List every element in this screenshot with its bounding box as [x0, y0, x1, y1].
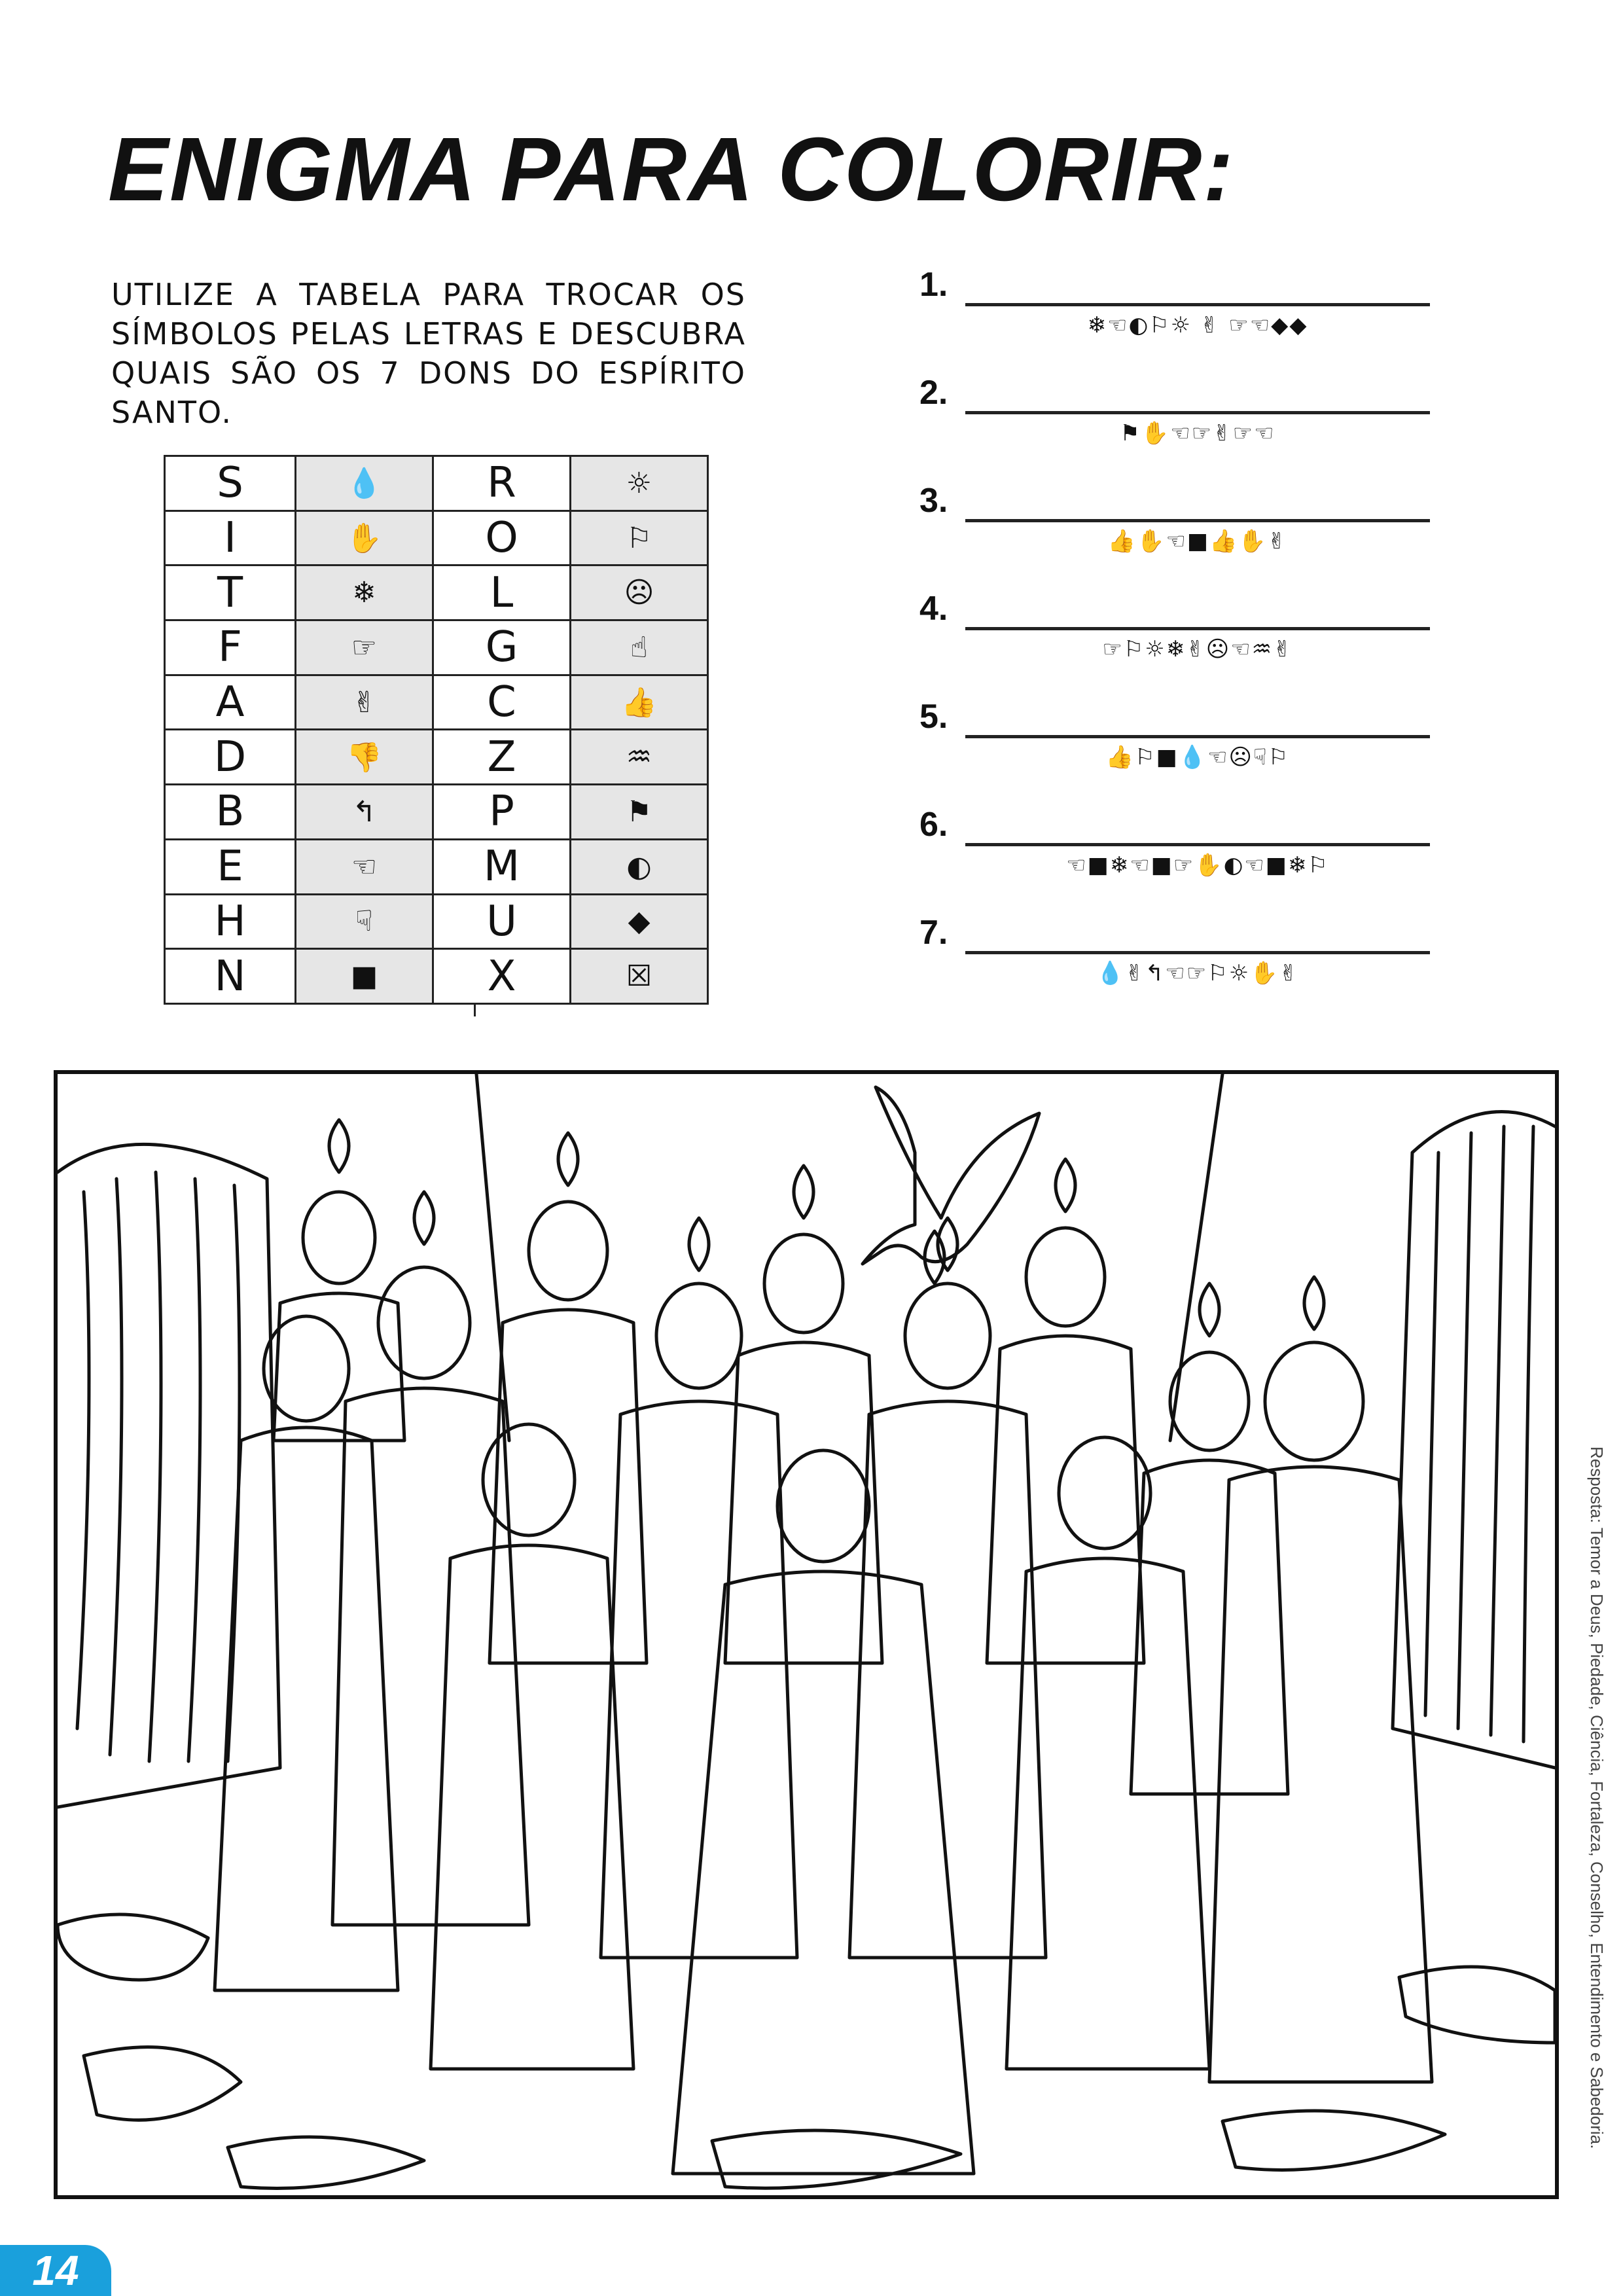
figures	[215, 1192, 1432, 2174]
answer-lines	[919, 0, 1443, 1021]
answer-blank-line[interactable]	[965, 735, 1430, 738]
cipher-letter: X	[433, 949, 571, 1004]
answer-number: 2.	[919, 374, 948, 412]
answer-blank-line[interactable]	[965, 519, 1430, 522]
cipher-letter: B	[165, 785, 296, 840]
sun-icon: ☼	[571, 456, 708, 511]
answer-key-text: Resposta: Temor a Deus, Piedade, Ciência, Fortaleza, Conselho, Entendimento e Sabedoria.	[1587, 1446, 1607, 2149]
cipher-row	[165, 785, 708, 840]
hand-pointing-right-icon: ☞	[296, 620, 433, 675]
answer-item	[919, 913, 1443, 992]
answer-number: 3.	[919, 482, 948, 520]
symbol-code: 👍✋☜■👍✋✌	[1107, 528, 1288, 554]
coloring-illustration	[54, 1070, 1559, 2199]
answer-blank-line[interactable]	[965, 951, 1430, 954]
answer-item	[919, 805, 1443, 884]
page-number-badge: 14	[0, 2245, 111, 2296]
thumbs-up-icon: 👍	[571, 675, 708, 730]
cipher-letter: G	[433, 620, 571, 675]
cipher-row	[165, 456, 708, 511]
cipher-letter: N	[165, 949, 296, 1004]
symbol-code: ☜■❄☜■☞✋◐☜■❄⚐	[1066, 852, 1329, 878]
cipher-letter: O	[433, 511, 571, 565]
answer-blank-line[interactable]	[965, 411, 1430, 414]
hand-pointing-down-icon: ☟	[296, 894, 433, 949]
cipher-letter: Z	[433, 730, 571, 785]
cipher-letter: F	[165, 620, 296, 675]
cipher-row	[165, 620, 708, 675]
cipher-letter: S	[165, 456, 296, 511]
cipher-letter: P	[433, 785, 571, 840]
symbol-code: ⚑✋☜☞✌☞☜	[1120, 420, 1275, 446]
cipher-letter: U	[433, 894, 571, 949]
pentecost-scene-drawing	[58, 1074, 1555, 2195]
cipher-row	[165, 675, 708, 730]
aquarius-icon: ♒	[571, 730, 708, 785]
cipher-row	[165, 839, 708, 894]
cipher-letter: M	[433, 839, 571, 894]
answer-number: 7.	[919, 914, 948, 952]
cipher-letter: A	[165, 675, 296, 730]
cipher-letter: D	[165, 730, 296, 785]
wall-line-left	[476, 1074, 509, 1441]
answer-item	[919, 481, 1443, 560]
cipher-letter: C	[433, 675, 571, 730]
instructions-text: UTILIZE A TABELA PARA TROCAR OS SÍMBOLOS PELAS LETRAS E DESCUBRA QUAIS SÃO OS 7 DONS DO ESPÍRITO SANTO.	[111, 277, 746, 430]
hand-pointing-up-icon: ☝	[571, 620, 708, 675]
answer-number: 6.	[919, 806, 948, 844]
symbol-code: 👍⚐■💧☜☹☟⚐	[1105, 744, 1290, 770]
answer-blank-line[interactable]	[965, 303, 1430, 306]
answer-blank-line[interactable]	[965, 843, 1430, 846]
page-title: ENIGMA PARA COLORIR:	[108, 119, 1235, 220]
left-door	[58, 1144, 280, 1807]
half-moon-icon: ◐	[571, 839, 708, 894]
cipher-row	[165, 949, 708, 1004]
cipher-letter: E	[165, 839, 296, 894]
thumbs-down-icon: 👎	[296, 730, 433, 785]
table-tick-mark	[474, 1005, 476, 1016]
symbol-code: ❄☜◐⚐☼ ✌ ☞☜◆◆	[1087, 312, 1308, 338]
wall-line-right	[1170, 1074, 1222, 1441]
cipher-letter: H	[165, 894, 296, 949]
snowflake-icon: ❄	[296, 565, 433, 620]
answer-item	[919, 373, 1443, 452]
cipher-row	[165, 894, 708, 949]
hand-pointing-left-icon: ☜	[296, 839, 433, 894]
dove	[863, 1087, 1039, 1264]
flag-icon: ⚐	[571, 511, 708, 565]
symbol-code: ☞⚐☼❄✌☹☜♒✌	[1102, 636, 1293, 662]
arrow-icon: ↰	[296, 785, 433, 840]
answer-number: 4.	[919, 590, 948, 628]
answer-item	[919, 589, 1443, 668]
cipher-row	[165, 511, 708, 565]
answer-item	[919, 265, 1443, 344]
diamond-icon: ◆	[571, 894, 708, 949]
symbol-code: 💧✌↰☜☞⚐☼✋✌	[1096, 960, 1300, 986]
cipher-letter: R	[433, 456, 571, 511]
answer-item	[919, 697, 1443, 776]
cipher-table	[164, 455, 709, 1005]
open-hand-icon: ✋	[296, 511, 433, 565]
cipher-letter: I	[165, 511, 296, 565]
answer-number: 5.	[919, 698, 948, 736]
cipher-row	[165, 565, 708, 620]
answer-blank-line[interactable]	[965, 627, 1430, 630]
answer-number: 1.	[919, 266, 948, 304]
boxed-x-icon: ☒	[571, 949, 708, 1004]
cipher-letter: L	[433, 565, 571, 620]
cipher-letter: T	[165, 565, 296, 620]
pennant-flag-icon: ⚑	[571, 785, 708, 840]
frown-face-icon: ☹	[571, 565, 708, 620]
droplet-icon: 💧	[296, 456, 433, 511]
black-square-icon: ■	[296, 949, 433, 1004]
cipher-row	[165, 730, 708, 785]
victory-hand-icon: ✌	[296, 675, 433, 730]
